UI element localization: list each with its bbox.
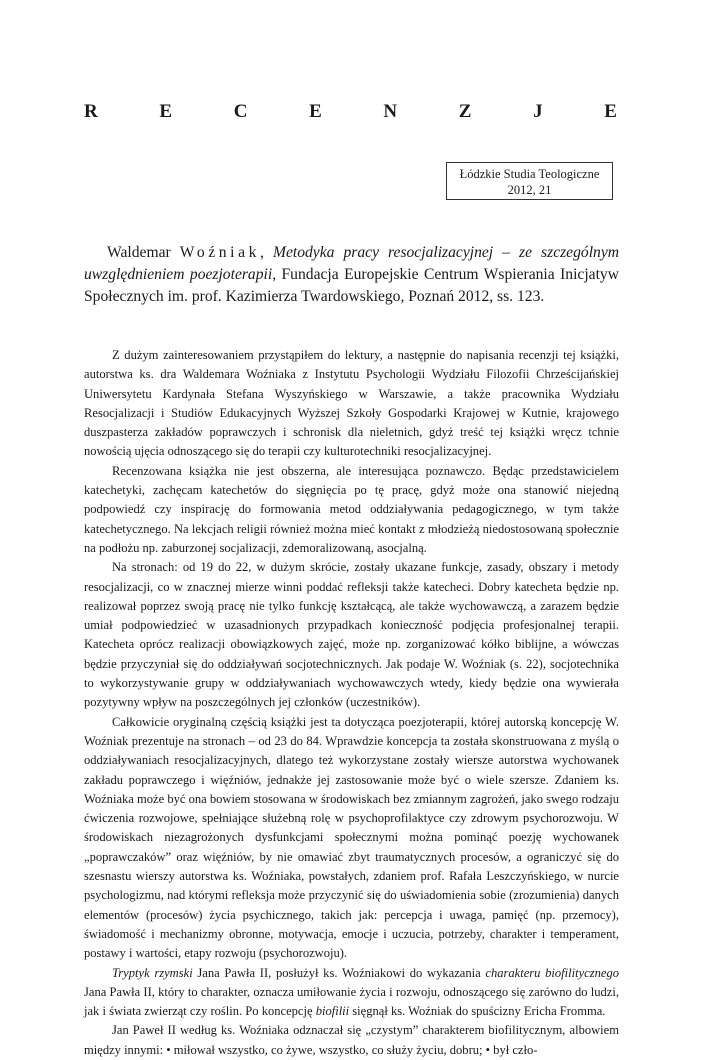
heading-letter: N <box>383 101 398 122</box>
paragraph: Z dużym zainteresowaniem przystąpiłem do lektury, a następnie do napisania recenzji tej książki, autorstwa ks. dra Waldemara Woźniaka z Instytutu Psychologii Wydziału Filozofii Chrześcijańskiej Uniwersytetu Kardynała Stefana Wyszyńskiego w Warszawie, a także pracownika Wydziału Resocjalizacji i Studiów Edukacyjnych Wyższej Szkoły Gospodarki Krajowej w Kutnie, krajowego duszpasterza zakładów poprawczych i schronisk dla nieletnich, gdyż treść tej książki wręcz tchnie nowością ujęcia odnoszącego się do terapii czy kulturotechniki resocjalizacyjnej. <box>84 348 619 459</box>
paragraph <box>84 964 619 1022</box>
heading-letter: E <box>309 101 322 122</box>
heading-letter: R <box>84 101 98 122</box>
author-first-name: Waldemar <box>107 244 171 261</box>
review-body <box>84 346 619 1060</box>
book-title: Metodyka pracy resocjalizacyjnej – ze szczególnym uwzględnieniem poezjoterapii <box>84 244 620 283</box>
paragraph: Jan Paweł II według ks. Woźniaka odznaczał się „czystym” charakterem biofilitycznym, albowiem między innymi: • miłował wszystko, co żywe, wszystko, co służy życiu, dobru; • był czło- <box>84 1023 619 1057</box>
text-run: Jana Pawła II, posłużył ks. Woźniakowi do wykazania <box>192 965 486 980</box>
italic-term: biofilii <box>315 1004 350 1019</box>
book-publisher: , Fundacja Europejskie Centrum Wspierania Inicjatyw Społecznych im. prof. Kazimierza Twardowskiego, Poznań 2012, ss. 123. <box>84 266 619 305</box>
journal-name: Łódzkie Studia Teologiczne <box>459 167 600 181</box>
paragraph: Na stronach: od 19 do 22, w dużym skrócie, zostały ukazane funkcje, zasady, obszary i metody resocjalizacji, co w znacznej mierze winni poddać refleksji także katecheci. Dobry katecheta będzie np. realizował poprzez swoją pracę nie tylko funkcję kształcącą, ale także wychowawczą, a zarazem będzie umiał podpowiedzieć w uzasadnionych przypadkach konieczność podjęcia profesjonalnej terapii. Katecheta oprócz realizacji obowiązkowych zajęć, może np. zorganizować kółko biblijne, a wówczas będzie przyczyniał się do oddziaływań socjotechnicznych. Jak podaje W. Woźniak (s. 22), socjotechnika to wykorzystywanie grupy w oddziaływaniach wychowawczych wtedy, kiedy będzie ona wywierała pozytywny wpływ na poszczególnych jej członków (uczestników). <box>84 560 619 710</box>
heading-letter: J <box>533 101 543 122</box>
heading-letter: C <box>233 101 248 122</box>
book-citation: Waldemar Woźniak, Metodyka pracy resocjalizacyjnej – ze szczególnym uwzględnieniem poezjoterapii, Fundacja Europejskie Centrum Wspierania Inicjatyw Społecznych im. prof. Kazimierza Twardowskiego, Poznań 2012, ss. 123. <box>84 244 620 305</box>
author-last-name: Woźniak <box>179 244 260 261</box>
heading-letter: E <box>604 101 617 122</box>
journal-box <box>446 162 613 200</box>
heading-letter: E <box>159 101 173 122</box>
italic-term: charakteru biofilitycznego <box>485 965 620 980</box>
italic-title: Tryptyk rzymski <box>112 965 193 980</box>
text-run: Jana Pawła II, który to charakter, oznacza umiłowanie życia i rozwoju, odnoszącego się zarówno do ludzi, jak i świata zwierząt czy roślin. Po koncepcję <box>84 984 619 1019</box>
heading-letter: Z <box>458 101 472 122</box>
paragraph: Recenzowana książka nie jest obszerna, ale interesująca poznawczo. Będąc przedstawicielem katechetyki, zachęcam katechetów do sięgnięcia po tę pracę, gdyż może ona stanowić niejedną podpowiedź czy inspirację do formowania metod oddziaływania pedagogicznego, w tym także katechetycznego. Na lekcjach religii również można mieć kontakt z młodzieżą niedostosowaną społecznie na podłożu np. zaburzonej socjalizacji, zdemoralizowaną, asocjalną. <box>84 463 619 555</box>
text-run: sięgnął ks. Woźniak do spuścizny Ericha Fromma. <box>349 1004 606 1019</box>
paragraph: Całkowicie oryginalną częścią książki jest ta dotycząca poezjoterapii, której autorską koncepcję W. Woźniak prezentuje na stronach – od 23 do 84. Wprawdzie koncepcja ta została skonstruowana z myślą o oddziaływaniach resocjalizacyjnych, dlatego też wykorzystane zostały wiersze autorstwa wychowanek zakładu poprawczego i więźniów, jednakże jej zastosowanie może być o wiele szersze. Zdaniem ks. Woźniaka może być ona bowiem stosowana w środowiskach bez zmiannym zagrożeń, jako swego rodzaju ćwiczenia rozwojowe, spełniające służebną rolę w psychoprofilaktyce czy zdrowym psychorozwoju. W środowiskach niezagrożonych dysfunkcjami społecznymi można pominąć poezję wychowanek „poprawczaków” oraz więźniów, by nie omawiać zbyt traumatycznych procesów, a ograniczyć się do szesnastu wierszy autorstwa ks. Woźniaka, powstałych, zdaniem prof. Rafała Leszczyńskiego, w nurcie psychologizmu, nad którymi refleksja może przyczynić się do uświadomienia sobie (zrozumienia) danych elementów (procesów) życia psychicznego, takich jak: percepcja i uwaga, pamięć (np. przemocy), świadomość i mechanizmy obronne, motywacja, emocje i uczucia, potrzeby, charakter i temperament, postawy i wartości, etapy rozwoju (psychorozwoju). <box>84 714 619 961</box>
section-heading <box>84 101 617 123</box>
journal-issue: 2012, 21 <box>507 183 552 197</box>
